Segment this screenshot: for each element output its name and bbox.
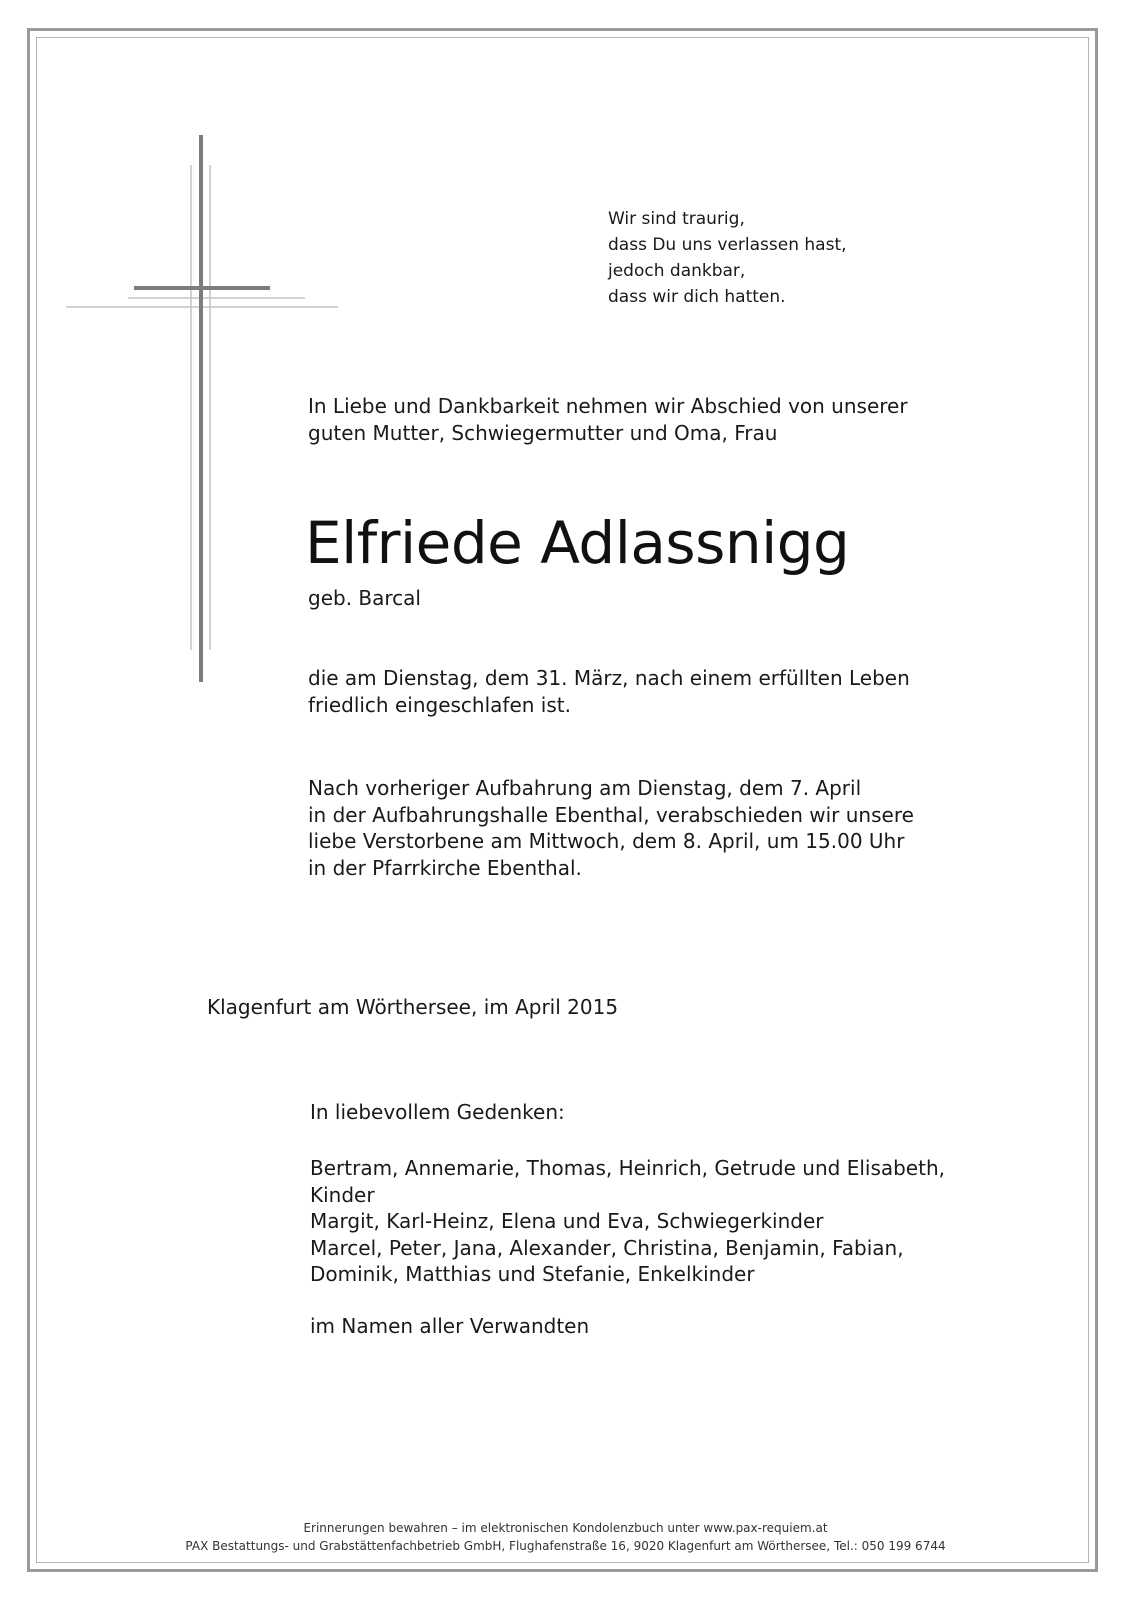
mourners-list: Bertram, Annemarie, Thomas, Heinrich, Getrude und Elisabeth, Kinder Margit, Karl-Heinz, Elena und Eva, Schwiegerkinder Marcel, Peter, Jana, Alexander, Christina, Benjamin, Fabian, Dominik, Matthias und Stefanie, Enkelkinder xyxy=(310,1156,945,1286)
maiden-name: geb. Barcal xyxy=(308,586,421,610)
footer-company-line: PAX Bestattungs- und Grabstättenfachbetrieb GmbH, Flughafenstraße 16, 9020 Klagenfurt am Wörthersee, Tel.: 050 199 6744 xyxy=(185,1539,946,1553)
funeral-notice: Nach vorheriger Aufbahrung am Dienstag, dem 7. April in der Aufbahrungshalle Ebenthal, verabschieden wir unsere liebe Verstorbene am Mittwoch, dem 8. April, um 15.00 Uhr in der Pfarrkirche Ebenthal. xyxy=(308,776,914,880)
deceased-name: Elfriede Adlassnigg xyxy=(305,509,850,577)
cross-icon xyxy=(0,0,1131,700)
intro-text: In Liebe und Dankbarkeit nehmen wir Abschied von unserer guten Mutter, Schwiegermutter und Oma, Frau xyxy=(308,394,908,445)
relatives-note: im Namen aller Verwandten xyxy=(310,1314,590,1338)
death-notice: die am Dienstag, dem 31. März, nach einem erfüllten Leben friedlich eingeschlafen ist. xyxy=(308,666,910,717)
poem: Wir sind traurig, dass Du uns verlassen hast, jedoch dankbar, dass wir dich hatten. xyxy=(608,209,847,307)
memory-heading: In liebevollem Gedenken: xyxy=(310,1100,565,1124)
place-date: Klagenfurt am Wörthersee, im April 2015 xyxy=(207,995,619,1019)
footer-condolence-line: Erinnerungen bewahren – im elektronischen Kondolenzbuch unter www.pax-requiem.at xyxy=(303,1521,828,1535)
